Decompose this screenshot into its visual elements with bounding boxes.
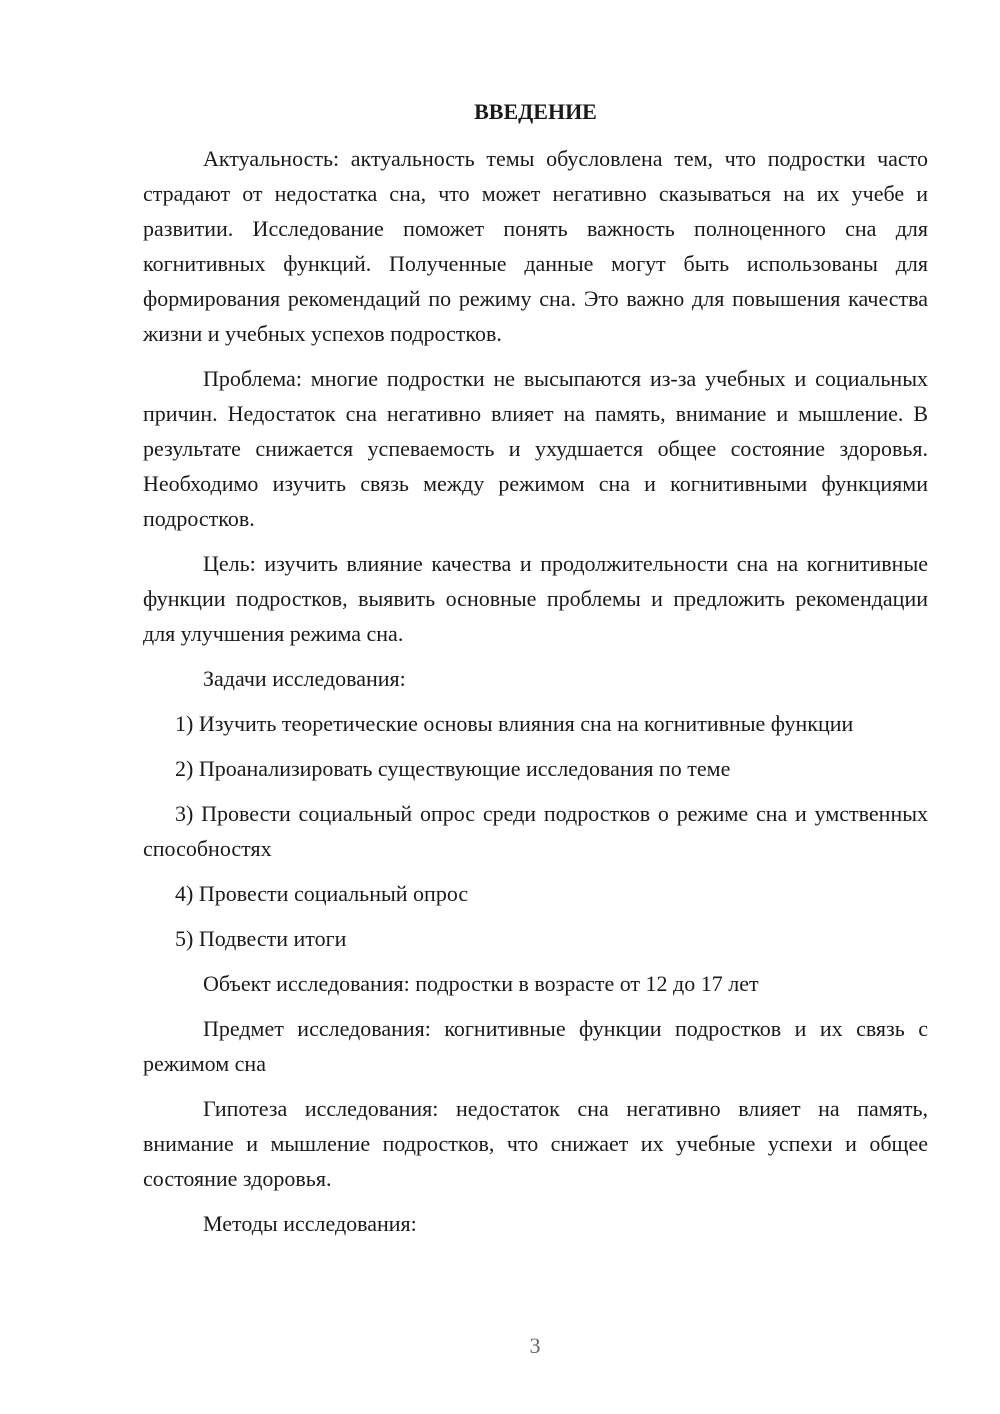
section-heading: ВВЕДЕНИЕ <box>474 99 597 124</box>
task-item: 3) Провести социальный опрос среди подростков о режиме сна и умственных способностях <box>143 801 928 861</box>
paragraph-tasks-title: Задачи исследования: <box>203 666 406 691</box>
paragraph-methods: Методы исследования: <box>203 1211 417 1236</box>
page-content <box>143 94 928 1251</box>
paragraph-object: Объект исследования: подростки в возрасте от 12 до 17 лет <box>203 971 759 996</box>
page-number: 3 <box>529 1333 541 1358</box>
paragraph-problem: Проблема: многие подростки не высыпаются из-за учебных и социальных причин. Недостаток сна негативно влияет на память, внимание и мышление. В результате снижается успеваемость и ухудшается общее состояние здоровья. Необходимо изучить связь между режимом сна и когнитивными функциями подростков. <box>143 366 928 531</box>
task-item: 5) Подвести итоги <box>175 926 347 951</box>
paragraph-subject: Предмет исследования: когнитивные функции подростков и их связь с режимом сна <box>143 1016 928 1076</box>
task-item: 1) Изучить теоретические основы влияния сна на когнитивные функции <box>175 711 854 736</box>
paragraph-goal: Цель: изучить влияние качества и продолжительности сна на когнитивные функции подростков, выявить основные проблемы и предложить рекомендации для улучшения режима сна. <box>143 551 928 646</box>
paragraph-relevance: Актуальность: актуальность темы обусловлена тем, что подростки часто страдают от недостатка сна, что может негативно сказываться на их учебе и развитии. Исследование поможет понять важность полноценного сна для когнитивных функций. Полученные данные могут быть использованы для формирования рекомендаций по режиму сна. Это важно для повышения качества жизни и учебных успехов подростков. <box>143 146 928 346</box>
paragraph-hypothesis: Гипотеза исследования: недостаток сна негативно влияет на память, внимание и мышление подростков, что снижает их учебные успехи и общее состояние здоровья. <box>143 1096 928 1191</box>
task-item: 4) Провести социальный опрос <box>175 881 469 906</box>
task-item: 2) Проанализировать существующие исследования по теме <box>175 756 731 781</box>
